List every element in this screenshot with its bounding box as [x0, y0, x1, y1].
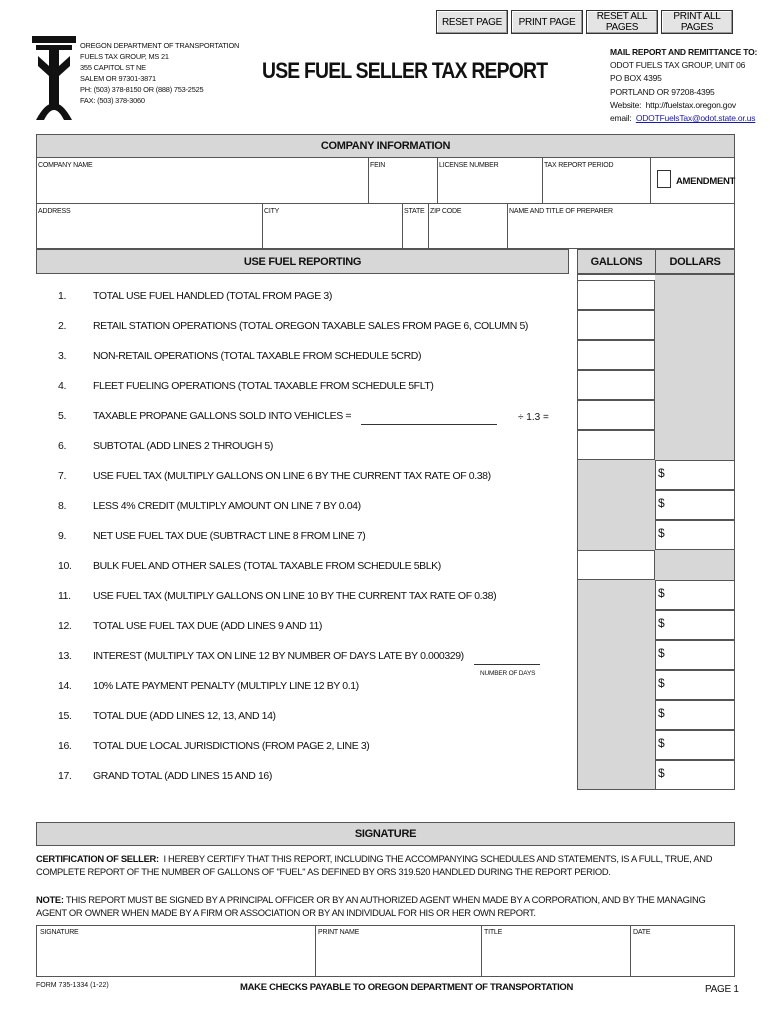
website-label: Website:: [610, 99, 642, 110]
reporting-line: [0, 522, 770, 552]
line-description: USE FUEL TAX (MULTIPLY GALLONS ON LINE 6 BY THE CURRENT TAX RATE OF 0.38): [93, 470, 491, 482]
line-number: 6.: [58, 440, 66, 452]
website-text: http://fuelstax.oregon.gov: [645, 99, 736, 110]
divider: [630, 925, 631, 977]
divider: [437, 157, 438, 203]
print-page-button[interactable]: PRINT PAGE: [511, 10, 583, 34]
zip-label: ZIP CODE: [430, 208, 462, 215]
zip-field[interactable]: [430, 218, 505, 246]
dollar-sign: $: [658, 736, 665, 750]
line-description: SUBTOTAL (ADD LINES 2 THROUGH 5): [93, 440, 273, 452]
dollar-sign: $: [658, 496, 665, 510]
line-description: TOTAL USE FUEL HANDLED (TOTAL FROM PAGE 3): [93, 290, 332, 302]
line-number: 7.: [58, 470, 66, 482]
line-description: USE FUEL TAX (MULTIPLY GALLONS ON LINE 10 BY THE CURRENT TAX RATE OF 0.38): [93, 590, 497, 602]
print-name-label: PRINT NAME: [318, 929, 360, 936]
line-description: TOTAL DUE LOCAL JURISDICTIONS (FROM PAGE 2, LINE 3): [93, 740, 370, 752]
use-fuel-reporting-header: USE FUEL REPORTING: [36, 249, 569, 274]
mail-line: PO BOX 4395: [610, 73, 662, 84]
page-number: PAGE 1: [705, 984, 739, 995]
note-text: [36, 893, 736, 919]
print-all-pages-button[interactable]: PRINT ALL PAGES: [661, 10, 733, 34]
dollar-sign: $: [658, 466, 665, 480]
preparer-label: NAME AND TITLE OF PREPARER: [509, 208, 613, 215]
line-description: FLEET FUELING OPERATIONS (TOTAL TAXABLE FROM SCHEDULE 5FLT): [93, 380, 434, 392]
dollar-sign: $: [658, 526, 665, 540]
line-number: 16.: [58, 740, 72, 752]
line-description: GRAND TOTAL (ADD LINES 15 AND 16): [93, 770, 272, 782]
license-number-field[interactable]: [439, 172, 540, 200]
form-number: FORM 735-1334 (1-22): [36, 982, 109, 989]
line-description: INTEREST (MULTIPLY TAX ON LINE 12 BY NUMBER OF DAYS LATE BY 0.000329): [93, 650, 464, 662]
agency-line: OREGON DEPARTMENT OF TRANSPORTATION: [80, 41, 240, 50]
divider: [368, 157, 369, 203]
line-description: TOTAL DUE (ADD LINES 12, 13, AND 14): [93, 710, 276, 722]
email-label: email:: [610, 113, 632, 124]
line-number: 8.: [58, 500, 66, 512]
reporting-line: [0, 492, 770, 522]
address-label: ADDRESS: [38, 208, 71, 215]
dollars-header: DOLLARS: [655, 249, 735, 274]
certification-text: [36, 852, 736, 878]
line-number: 13.: [58, 650, 72, 662]
divider: [428, 203, 429, 249]
odot-logo-icon: [32, 36, 76, 120]
line-description: TOTAL USE FUEL TAX DUE (ADD LINES 9 AND 11): [93, 620, 323, 632]
amendment-checkbox[interactable]: [657, 170, 671, 188]
note-label: NOTE:: [36, 894, 64, 905]
line-number: 5.: [58, 410, 66, 422]
signature-header: SIGNATURE: [36, 822, 735, 846]
fein-label: FEIN: [370, 162, 386, 169]
reporting-line: [0, 432, 770, 462]
agency-line: FUELS TAX GROUP, MS 21: [80, 52, 169, 61]
date-label: DATE: [633, 929, 651, 936]
divider: [481, 925, 482, 977]
mail-remittance: [610, 46, 757, 125]
line-number: 12.: [58, 620, 72, 632]
line-number: 3.: [58, 350, 66, 362]
city-label: CITY: [264, 208, 280, 215]
company-name-field[interactable]: [38, 172, 366, 200]
divider: [402, 203, 403, 249]
reporting-line: [0, 282, 770, 312]
reporting-line: [0, 312, 770, 342]
email-link[interactable]: ODOTFuelsTax@odot.state.or.us: [635, 113, 756, 124]
reporting-line: [0, 612, 770, 642]
report-period-field[interactable]: [544, 172, 648, 200]
line-number: 15.: [58, 710, 72, 722]
reporting-line: [0, 702, 770, 732]
note-body: THIS REPORT MUST BE SIGNED BY A PRINCIPAL OFFICER OR BY AN AUTHORIZED AGENT WHEN MADE BY A CORPORATION, AND BY THE MANAGING AGENT OR OWNER WHEN MADE BY A FIRM OR ASSOCIATION OR BY AN INDIVIDUAL FOR HIS OR HER OWN REPORT.: [36, 894, 706, 918]
reporting-line: [0, 372, 770, 402]
certification-label: CERTIFICATION OF SELLER:: [36, 853, 159, 864]
agency-line: SALEM OR 97301-3871: [80, 74, 156, 83]
divider: [262, 203, 263, 249]
line-number: 2.: [58, 320, 66, 332]
top-button-bar: [436, 10, 733, 34]
checks-payable-note: MAKE CHECKS PAYABLE TO OREGON DEPARTMENT OF TRANSPORTATION: [240, 982, 574, 993]
reporting-line: [0, 642, 770, 672]
line-number: 14.: [58, 680, 72, 692]
divider: [315, 925, 316, 977]
preparer-field[interactable]: [509, 218, 733, 246]
days-input-underline: [474, 664, 540, 665]
address-field[interactable]: [38, 218, 260, 246]
reporting-line: [0, 762, 770, 792]
propane-input-underline: [361, 424, 497, 425]
signature-label: SIGNATURE: [40, 929, 79, 936]
line-number: 17.: [58, 770, 72, 782]
line-description: BULK FUEL AND OTHER SALES (TOTAL TAXABLE FROM SCHEDULE 5BLK): [93, 560, 441, 572]
line-number: 4.: [58, 380, 66, 392]
divide-by-label: ÷ 1.3 =: [518, 412, 549, 423]
reporting-line: [0, 342, 770, 372]
dollar-sign: $: [658, 586, 665, 600]
propane-gallons-field[interactable]: [361, 408, 497, 424]
city-field[interactable]: [264, 218, 400, 246]
company-info-header: COMPANY INFORMATION: [36, 134, 735, 158]
report-period-label: TAX REPORT PERIOD: [544, 162, 614, 169]
date-field[interactable]: [633, 940, 733, 974]
line-description: LESS 4% CREDIT (MULTIPLY AMOUNT ON LINE 7 BY 0.04): [93, 500, 361, 512]
divider: [650, 157, 651, 203]
fein-field[interactable]: [370, 172, 435, 200]
line-number: 10.: [58, 560, 72, 572]
line-description: 10% LATE PAYMENT PENALTY (MULTIPLY LINE 12 BY 0.1): [93, 680, 359, 692]
line-number: 1.: [58, 290, 66, 302]
divider: [36, 203, 735, 204]
reporting-line: [0, 672, 770, 702]
dollar-sign: $: [658, 646, 665, 660]
agency-line: FAX: (503) 378-3060: [80, 96, 145, 105]
signature-field[interactable]: [40, 940, 312, 974]
state-field[interactable]: [404, 218, 426, 246]
agency-line: 355 CAPITOL ST NE: [80, 63, 146, 72]
state-label: STATE: [404, 208, 425, 215]
reporting-line: [0, 462, 770, 492]
line-description: NET USE FUEL TAX DUE (SUBTRACT LINE 8 FROM LINE 7): [93, 530, 366, 542]
line-description: NON-RETAIL OPERATIONS (TOTAL TAXABLE FROM SCHEDULE 5CRD): [93, 350, 422, 362]
dollar-sign: $: [658, 706, 665, 720]
gallons-header: GALLONS: [577, 249, 656, 274]
certification-body: I HEREBY CERTIFY THAT THIS REPORT, INCLUDING THE ACCOMPANYING SCHEDULES AND STATEMENTS, IS A FULL, TRUE, AND COMPLETE REPORT OF THE NUMBER OF GALLONS OF "FUEL" AS DEFINED BY ORS 319.520 HANDLED DURING THE REPORT PERIOD.: [36, 853, 713, 877]
title-field[interactable]: [484, 940, 627, 974]
mail-line: PORTLAND OR 97208-4395: [610, 86, 715, 97]
reporting-line: [0, 582, 770, 612]
divider: [507, 203, 508, 249]
company-name-label: COMPANY NAME: [38, 162, 93, 169]
days-label: NUMBER OF DAYS: [480, 670, 536, 677]
mail-heading: MAIL REPORT AND REMITTANCE TO:: [610, 47, 758, 57]
page-title: USE FUEL SELLER TAX REPORT: [262, 58, 548, 83]
mail-line: ODOT FUELS TAX GROUP, UNIT 06: [610, 60, 746, 71]
amendment-label: AMENDMENT: [676, 176, 736, 187]
agency-line: PH: (503) 378-8150 OR (888) 753-2525: [80, 85, 204, 94]
line-number: 9.: [58, 530, 66, 542]
title-label: TITLE: [484, 929, 503, 936]
reporting-line: [0, 732, 770, 762]
line-number: 11.: [58, 590, 71, 602]
line-description: TAXABLE PROPANE GALLONS SOLD INTO VEHICLES =: [93, 410, 352, 422]
print-name-field[interactable]: [318, 940, 478, 974]
reporting-line: [0, 552, 770, 582]
dollar-sign: $: [658, 676, 665, 690]
agency-address: [80, 40, 239, 106]
reset-all-pages-button[interactable]: RESET ALL PAGES: [586, 10, 658, 34]
days-late-field[interactable]: [474, 648, 540, 664]
license-label: LICENSE NUMBER: [439, 162, 499, 169]
dollar-sign: $: [658, 616, 665, 630]
line-description: RETAIL STATION OPERATIONS (TOTAL OREGON TAXABLE SALES FROM PAGE 6, COLUMN 5): [93, 320, 528, 332]
reset-page-button[interactable]: RESET PAGE: [436, 10, 508, 34]
divider: [542, 157, 543, 203]
dollar-sign: $: [658, 766, 665, 780]
